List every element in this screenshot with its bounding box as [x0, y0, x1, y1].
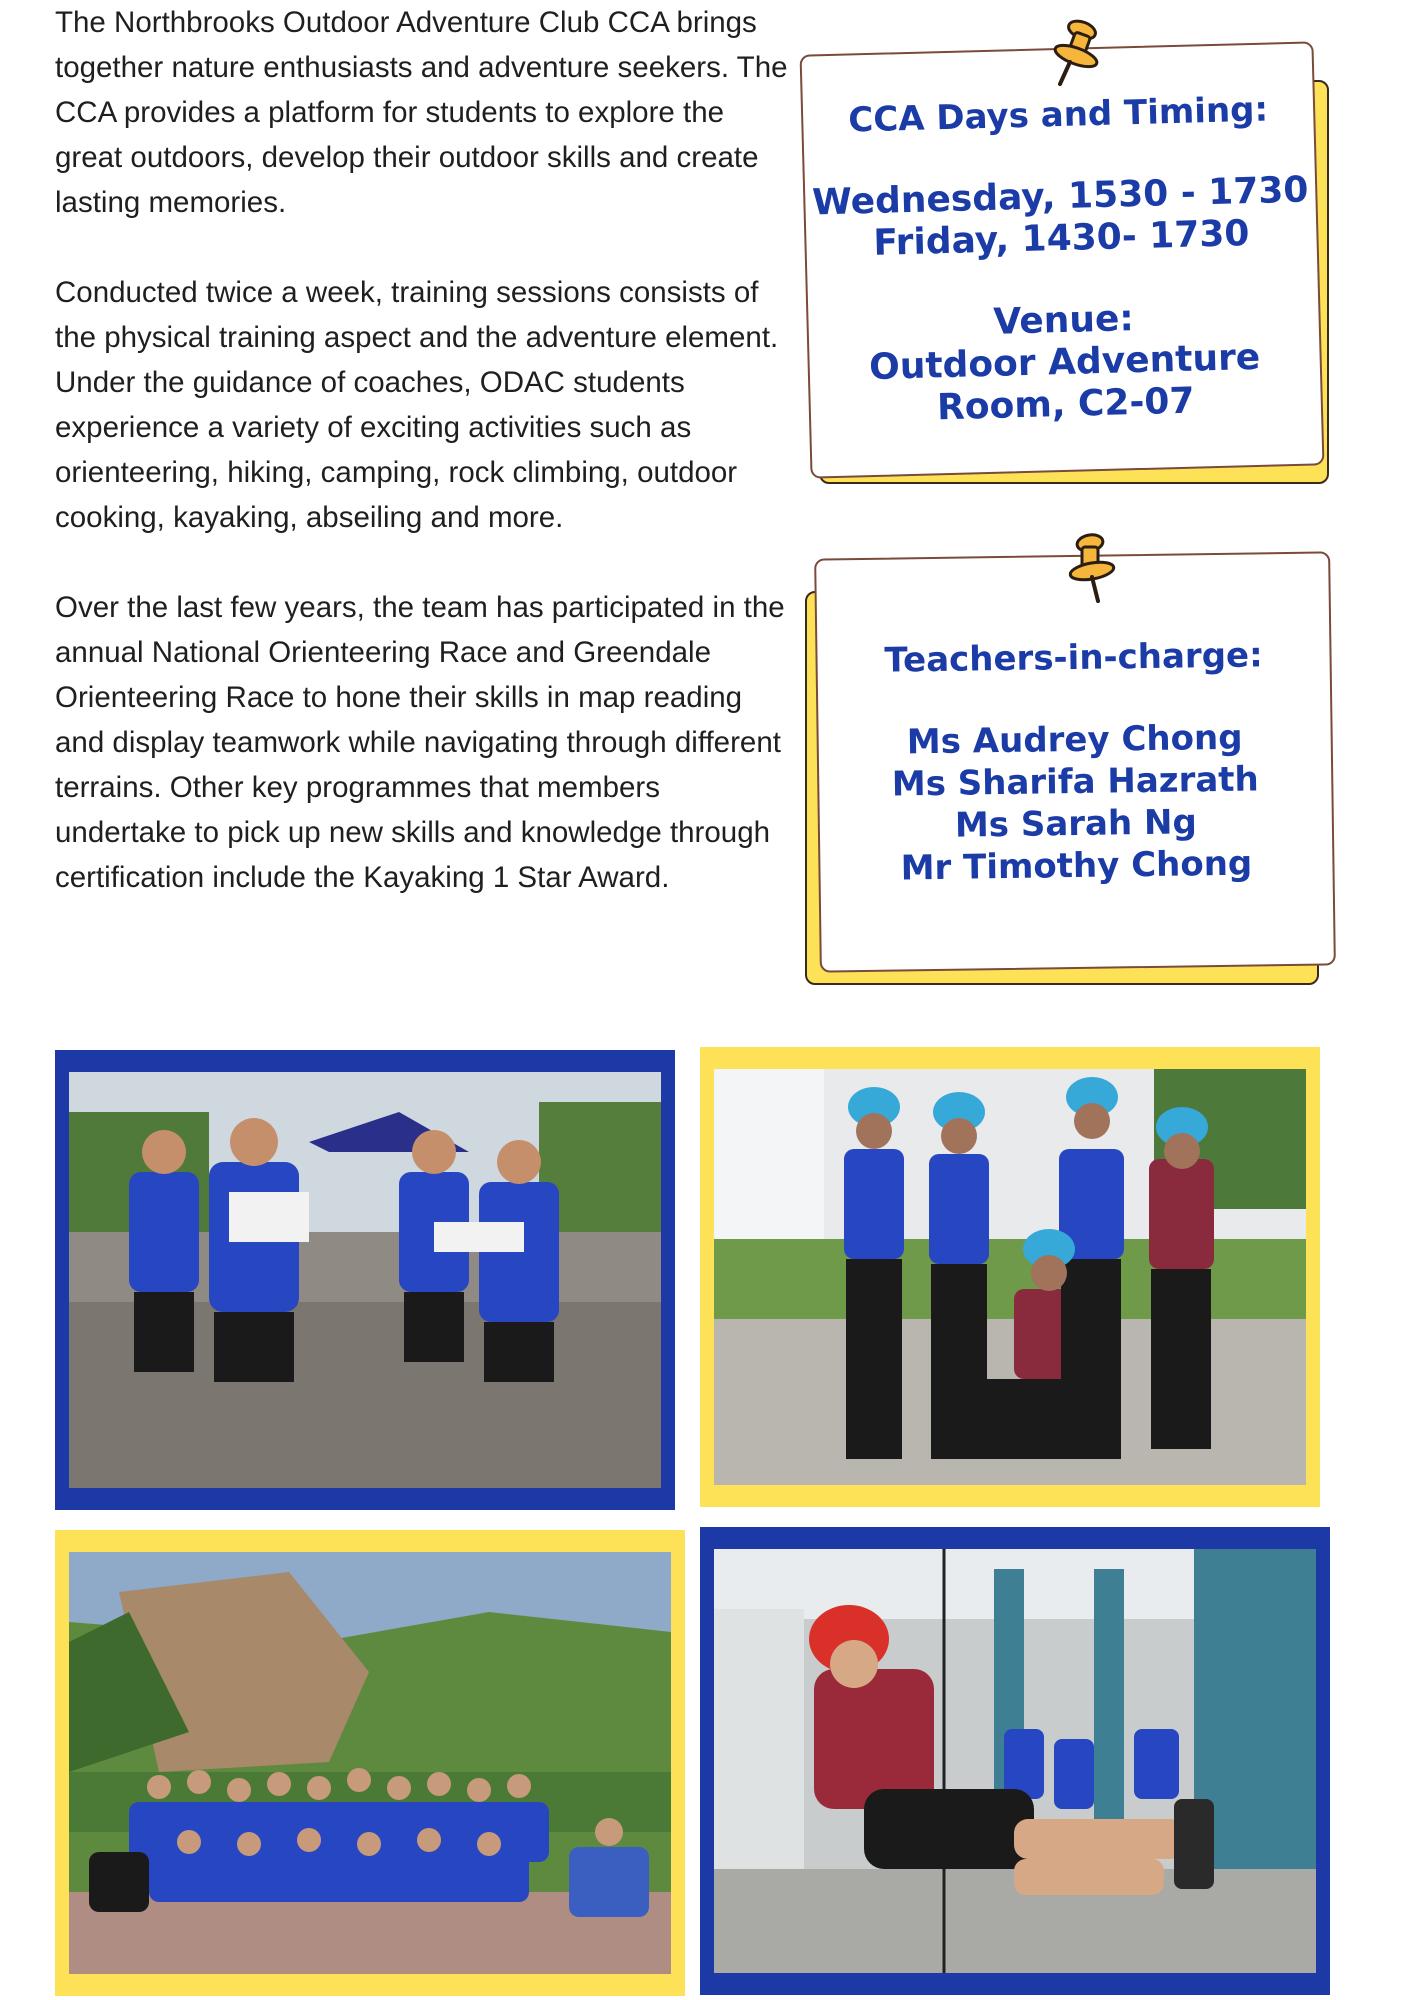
teacher-name: Mr Timothy Chong [900, 843, 1253, 889]
pushpin-icon [1040, 10, 1120, 90]
teachers-card [805, 555, 1345, 995]
card-face [800, 41, 1325, 478]
teacher-name: Ms Audrey Chong [906, 717, 1243, 763]
venue-label: Venue: [992, 298, 1135, 343]
photo-frame-orienteering [55, 1050, 675, 1510]
photo-frame-hiking-group [55, 1530, 685, 1996]
pushpin-icon [1050, 525, 1130, 605]
card-face [814, 551, 1336, 972]
intro-paragraph: The Northbrooks Outdoor Adventure Club CCA brings together nature enthusiasts and adventure seekers. The CCA provides a platform for students to explore the great outdoors, develop their outdoor skills and create lasting memories. [55, 6, 788, 219]
schedule-day-2: Friday, 1430- 1730 [872, 213, 1250, 264]
venue-line-1: Outdoor Adventure [868, 336, 1261, 389]
schedule-card [805, 40, 1345, 500]
teacher-name: Ms Sharifa Hazrath [891, 759, 1259, 805]
venue-line-2: Room, C2-07 [936, 380, 1195, 429]
intro-paragraph: Over the last few years, the team has participated in the annual National Orienteering Race and Greendale Orienteering Race to hone their skills in map reading and display teamwork while navigating through different terrains. Other key programmes that members undertake to pick up new skills and knowledge through certification include the Kayaking 1 Star Award. [55, 591, 785, 894]
teacher-name: Ms Sarah Ng [954, 802, 1198, 846]
schedule-day-1: Wednesday, 1530 - 1730 [811, 169, 1309, 224]
photo-frame-abseiling-group [700, 1047, 1320, 1507]
teachers-heading: Teachers-in-charge: [884, 635, 1263, 681]
intro-text [55, 0, 795, 900]
abseiling-wall-photo [714, 1549, 1316, 1973]
intro-paragraph: Conducted twice a week, training sessions consists of the physical training aspect and the adventure element. Under the guidance of coaches, ODAC students experience a variety of exciting activities such as orienteering, hiking, camping, rock climbing, outdoor cooking, kayaking, abseiling and more. [55, 276, 779, 534]
orienteering-photo [69, 1072, 661, 1488]
photo-frame-abseiling-wall [700, 1527, 1330, 1995]
hiking-group-photo [69, 1552, 671, 1974]
schedule-heading: CCA Days and Timing: [847, 89, 1269, 141]
abseiling-group-photo [714, 1069, 1306, 1485]
